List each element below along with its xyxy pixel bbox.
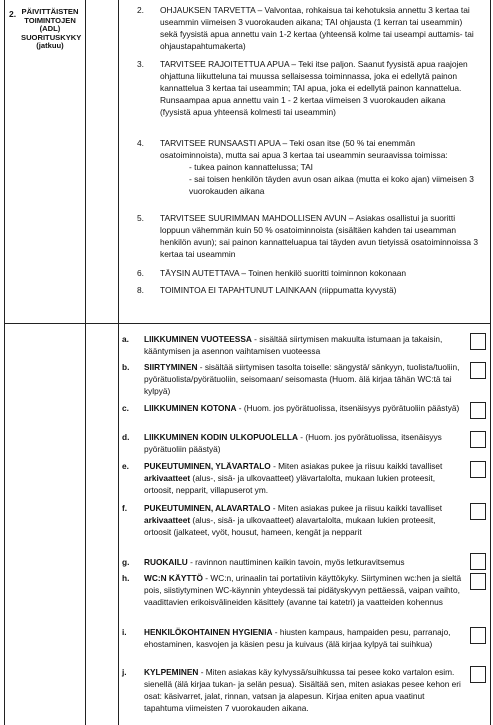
column-divider-left <box>85 0 86 725</box>
item-text <box>144 502 462 538</box>
item-text <box>144 402 462 414</box>
level-text: TARVITSEE RAJOITETTUA APUA – Teki itse paljon. Saanut fyysistä apua raajojen ohjattuna liikutteluna tai muussa sellaisessa toiminnassa, joka ei edellytä painon kannattelua 3 kertaa tai useammin; TAI apua, joka ei edellytä painon kannattelua. Runsaampaa apua annettu vain 1 - 2 kertaa viimeisen 3 vuorokauden aikana (fyysistä apua yhteensä kolmesti tai useammin) <box>160 59 468 117</box>
item-description: - WC:n, urinaalin tai portatiivin käyttökyky. Siirtyminen wc:hen ja sieltä pois, siistiytyminen WC-käynnin yhteydessä tai pidätyskyvyn pettäessä, vaipan vaihto, vaadittavien erikoisvälineiden käsittely (avanne tai katetri) ja vaatteiden kohennus <box>144 573 462 607</box>
item-letter: c. <box>122 403 129 413</box>
level-number: 6. <box>137 268 144 278</box>
item-letter: i. <box>122 627 127 637</box>
level-number: 2. <box>137 5 144 15</box>
score-box-i[interactable] <box>470 627 486 644</box>
item-letter: h. <box>122 573 130 583</box>
score-box-c[interactable] <box>470 402 486 419</box>
item-text <box>144 333 462 357</box>
item-title: SIIRTYMINEN <box>144 362 198 372</box>
item-text <box>144 666 462 714</box>
item-title: WC:N KÄYTTÖ <box>144 573 203 583</box>
level-number: 3. <box>137 59 144 69</box>
item-emphasis: arkivaatteet <box>144 473 191 483</box>
item-title: PUKEUTUMINEN, YLÄVARTALO <box>144 461 271 471</box>
item-letter: b. <box>122 362 130 372</box>
level-subitem: - sai toisen henkilön täyden avun osan aikaa (mutta ei koko ajan) viimeisen 3 vuorokauden aikana <box>189 174 474 196</box>
score-box-h[interactable] <box>470 573 486 590</box>
item-title: LIIKKUMINEN KODIN ULKOPUOLELLA <box>144 432 298 442</box>
item-title: LIIKKUMINEN KOTONA <box>144 403 237 413</box>
item-description: - hiusten kampaus, hampaiden pesu, parranajo, ehostaminen, kasvojen ja käsien pesu ja kuivaus (älä kirjaa kylpyä tai suihkua) <box>144 627 451 649</box>
level-number: 8. <box>137 285 144 295</box>
item-description: - (Huom. jos pyörätuolissa, itsenäisyys pyörätuoliin päästyä) <box>144 432 442 454</box>
level-text: TOIMINTOA EI TAPAHTUNUT LAINKAAN (riippumatta kyvystä) <box>160 285 397 295</box>
item-description: - Miten asiakas pukee ja riisuu kaikki tavalliset <box>270 461 443 471</box>
item-title: HENKILÖKOHTAINEN HYGIENIA <box>144 627 273 637</box>
score-box-f[interactable] <box>470 503 486 520</box>
item-description: - sisältää siirtymisen makuulta istumaan ja takaisin, kääntymisen ja asennon vaihtamisen vuoteessa <box>144 334 443 356</box>
level-number: 4. <box>137 138 144 148</box>
item-description: - sisältää siirtymisen tasolta toiselle: sängystä/ sänkyyn, tuolista/tuoliin, pyörätuolista/pyörätuoliin, seisomaan/ seisomasta (Huom. älä kirjaa tähän WC:tä tai kylpyä) <box>144 362 460 396</box>
level-text: TARVITSEE RUNSAASTI APUA – Teki osan itse (50 % tai enemmän osatoiminnoista), mutta sai apua 3 kertaa tai useammin seuraavissa toimissa: <box>160 138 448 160</box>
item-text <box>144 460 462 496</box>
item-text <box>144 572 462 608</box>
item-emphasis: arkivaatteet <box>144 515 191 525</box>
item-letter: g. <box>122 557 130 567</box>
item-description-cont: (alus-, sisä- ja ulkovaatteet) alavartalolta, mukaan lukien proteesit, ortoosit (jalkateet, vyöt, housut, hameen, kengät ja nepparit <box>144 515 436 537</box>
level-subitem: - tukea painon kannattelussa; TAI <box>189 162 313 172</box>
level-text: OHJAUKSEN TARVETTA – Valvontaa, rohkaisua tai kehotuksia annettu 3 kertaa tai useammin viimeisen 3 vuorokauden aikana; TAI ohjausta (1 kerran tai useammin) sekä fyysistä apua annettu vain 1-2 kertaa (yhteensä kolme tai useampi auttamis- tai ohjaustapahtumakerta) <box>160 5 474 51</box>
score-box-a[interactable] <box>470 333 486 350</box>
item-title: KYLPEMINEN <box>144 667 199 677</box>
item-text <box>144 626 462 650</box>
item-title: LIIKKUMINEN VUOTEESSA <box>144 334 252 344</box>
item-description-cont: (alus-, sisä- ja ulkovaatteet) ylävartalolta, mukaan lukien proteesit, ortoosit, nepparit, villapuserot ym. <box>144 473 435 495</box>
level-4-content <box>160 137 478 197</box>
item-letter: j. <box>122 667 127 677</box>
item-text <box>144 431 462 455</box>
score-box-b[interactable] <box>470 362 486 379</box>
score-box-j[interactable] <box>470 666 486 683</box>
score-box-d[interactable] <box>470 431 486 448</box>
item-text <box>144 361 462 397</box>
item-letter: a. <box>122 334 129 344</box>
row-divider <box>4 323 491 324</box>
item-description: - Miten asiakas pukee ja riisuu kaikki tavalliset <box>270 503 442 513</box>
item-letter: f. <box>122 503 128 513</box>
level-text: TARVITSEE SUURIMMAN MAHDOLLISEN AVUN – Asiakas osallistui ja suoritti loppuun vähemmän kuin 50 % osatoiminnoista (sisältäen kahden tai useamman henkilön avun); sai painon kannatteluapua tai täyden avun tietyissä osatoiminnoissa 3 kertaa tai useammin <box>160 213 478 259</box>
section-number: 2. <box>9 9 17 19</box>
item-description: - ravinnon nauttiminen kaikin tavoin, myös letkuravitsemus <box>187 557 405 567</box>
score-box-e[interactable] <box>470 461 486 478</box>
column-divider-right <box>118 0 119 725</box>
level-number: 5. <box>137 213 144 223</box>
section-title: PÄIVITTÄISTEN TOIMINTOJEN (ADL) SUORITUSKYKY (jatkuu) <box>21 7 82 51</box>
item-text <box>144 556 462 568</box>
item-letter: e. <box>122 461 129 471</box>
item-description: - (Huom. jos pyörätuolissa, itsenäisyys pyörätuoliin päästyä) <box>236 403 460 413</box>
item-title: PUKEUTUMINEN, ALAVARTALO <box>144 503 271 513</box>
level-text: TÄYSIN AUTETTAVA – Toinen henkilö suoritti toiminnon kokonaan <box>160 268 407 278</box>
item-description: - Miten asiakas käy kylvyssä/suihkussa tai pesee koko vartalon esim. sienellä (älä kirjaa tukan- ja selän pesua). Sisältää sen, miten asiakas pesee kehon eri osat: käsivarret, jalat, rinnan, vatsan ja alapesun. Kirjaa eniten apua vaatinut tapahtuma viimeisten 7 vuorokauden aikana. <box>144 667 461 713</box>
item-letter: d. <box>122 432 130 442</box>
score-box-g[interactable] <box>470 553 486 570</box>
item-title: RUOKAILU <box>144 557 188 567</box>
